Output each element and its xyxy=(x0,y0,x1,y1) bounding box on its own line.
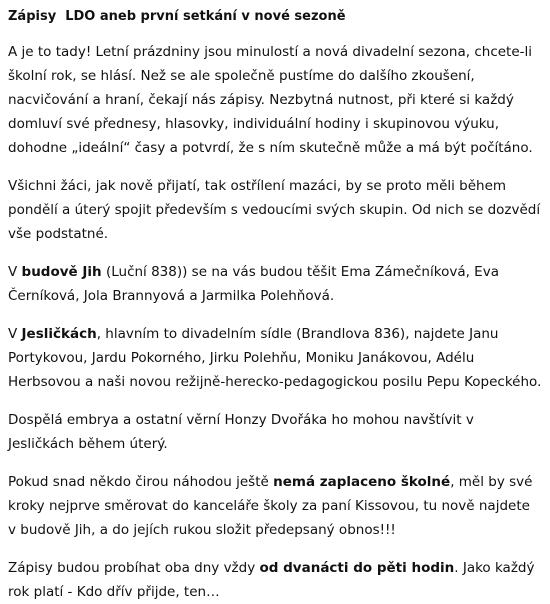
text-segment: Zápisy budou probíhat oba dny vždy xyxy=(8,560,260,576)
text-segment: V xyxy=(8,264,22,280)
paragraph xyxy=(8,408,542,456)
bold-text: Jesličkách xyxy=(21,326,97,342)
paragraph xyxy=(8,322,542,394)
text-segment: Pokud snad někdo čirou náhodou ještě xyxy=(8,474,274,490)
text-segment: , měl by své kroky nejprve směrovat do kanceláře školy za paní Kissovou, tu nově najdete v budově Jih, a do jejích rukou složit předepsaný obnos!!! xyxy=(8,474,533,538)
text-segment: Dospělá embrya a ostatní věrní Honzy Dvořáka ho mohou navštívit v Jesličkách během úterý. xyxy=(8,412,474,452)
document-body xyxy=(8,40,542,604)
paragraph xyxy=(8,470,542,542)
paragraph xyxy=(8,556,542,604)
text-segment: (Luční 838)) se na vás budou těšit Ema Zámečníková, Eva Černíková, Jola Brannyová a Jarmilka Polehňová. xyxy=(8,264,499,304)
text-segment: . Jako každý rok platí - Kdo dřív přijde, ten… xyxy=(8,560,535,600)
bold-text: od dvanácti do pěti hodin xyxy=(259,560,455,576)
text-segment: , hlavním to divadelním sídle (Brandlova 836), najdete Janu Portykovou, Jardu Pokorného, Jirku Polehňu, Moniku Janákovou, Adélu Herbsovou a naši novou režijně-herecko-pedagogickou posilu Pepu Kopeckého. xyxy=(8,326,542,390)
paragraph xyxy=(8,40,542,160)
text-segment: A je to tady! Letní prázdniny jsou minulostí a nová divadelní sezona, chcete-li školní rok, se hlásí. Než se ale společně pustíme do dalšího zkoušení, nacvičování a hraní, čekají nás zápisy. Nezbytná nutnost, při které si každý domluví své přednesy, hlasovky, individuální hodiny i skupinovou výuku, dohodne „ideální“ časy a potvrdí, že s ním skutečně může a má být počítáno. xyxy=(8,44,533,156)
document-title: Zápisy LDO aneb první setkání v nové sezoně xyxy=(8,9,346,24)
text-segment: Všichni žáci, jak nově přijatí, tak ostřílení mazáci, by se proto měli během pondělí a úterý spojit především s vedoucími svých skupin. Od nich se dozvědí vše podstatné. xyxy=(8,178,541,242)
bold-text: nemá zaplaceno školné xyxy=(273,474,451,490)
paragraph xyxy=(8,260,542,308)
text-segment: V xyxy=(8,326,22,342)
paragraph xyxy=(8,174,542,246)
bold-text: budově Jih xyxy=(21,264,102,280)
